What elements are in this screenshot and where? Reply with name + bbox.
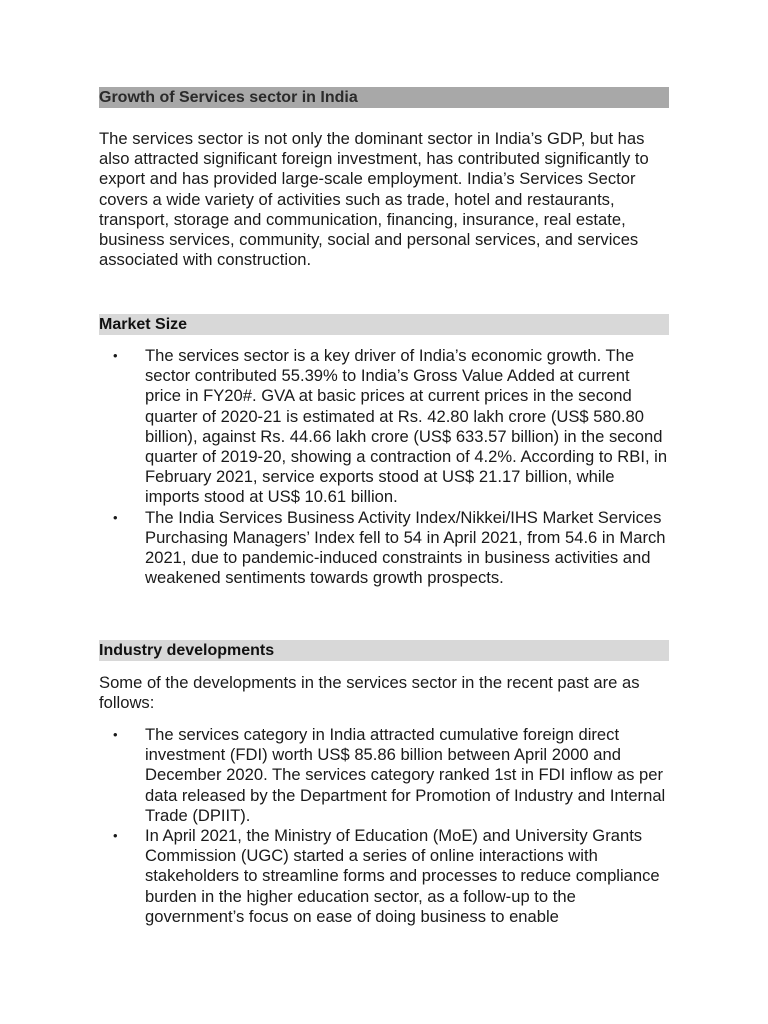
paragraph-services-overview: The services sector is not only the dominant sector in India’s GDP, but has also attracted significant foreign investment, has contributed significantly to export and has provided large-scale employment. India’s Services Sector covers a wide variety of activities such as trade, hotel and restaurants, transport, storage and communication, financing, insurance, real estate, business services, community, social and personal services, and services associated with construction. <box>99 129 649 270</box>
list-item <box>99 826 669 927</box>
bullet-icon: • <box>113 509 118 525</box>
list-item <box>99 346 669 508</box>
industry-bullet-list <box>99 725 669 927</box>
bullet-text: In April 2021, the Ministry of Education (MoE) and University Grants Commission (UGC) started a series of online interactions with stakeholders to streamline forms and processes to reduce compliance burden in the higher education sector, as a follow-up to the government’s focus on ease of doing business to enable <box>145 826 660 926</box>
bullet-icon: • <box>113 727 118 742</box>
bullet-icon: • <box>113 348 118 363</box>
heading-industry-developments: Industry developments <box>99 640 669 661</box>
list-item <box>99 725 669 826</box>
market-size-bullet-list <box>99 346 669 588</box>
heading-market-size: Market Size <box>99 314 669 335</box>
bullet-text: The India Services Business Activity Index/Nikkei/IHS Market Services Purchasing Managers’ Index fell to 54 in April 2021, from 54.6 in March 2021, due to pandemic-induced constraints in business activities and weakened sentiments towards growth prospects. <box>145 507 666 588</box>
bullet-text: The services category in India attracted cumulative foreign direct investment (FDI) worth US$ 85.86 billion between April 2000 and December 2020. The services category ranked 1st in FDI inflow as per data released by the Department for Promotion of Industry and Internal Trade (DPIIT). <box>145 725 666 825</box>
bullet-text: The services sector is a key driver of India’s economic growth. The sector contributed 55.39% to India’s Gross Value Added at current price in FY20#. GVA at basic prices at current prices in the second quarter of 2020-21 is estimated at Rs. 42.80 lakh crore (US$ 580.80 billion), against Rs. 44.66 lakh crore (US$ 633.57 billion) in the second quarter of 2019-20, showing a contraction of 4.2%. According to RBI, in February 2021, service exports stood at US$ 21.17 billion, while imports stood at US$ 10.61 billion. <box>145 346 668 507</box>
bullet-icon: • <box>113 828 118 844</box>
heading-growth-of-services: Growth of Services sector in India <box>99 87 669 108</box>
paragraph-industry-intro: Some of the developments in the services sector in the recent past are as follows: <box>99 673 640 713</box>
list-item <box>99 508 669 589</box>
